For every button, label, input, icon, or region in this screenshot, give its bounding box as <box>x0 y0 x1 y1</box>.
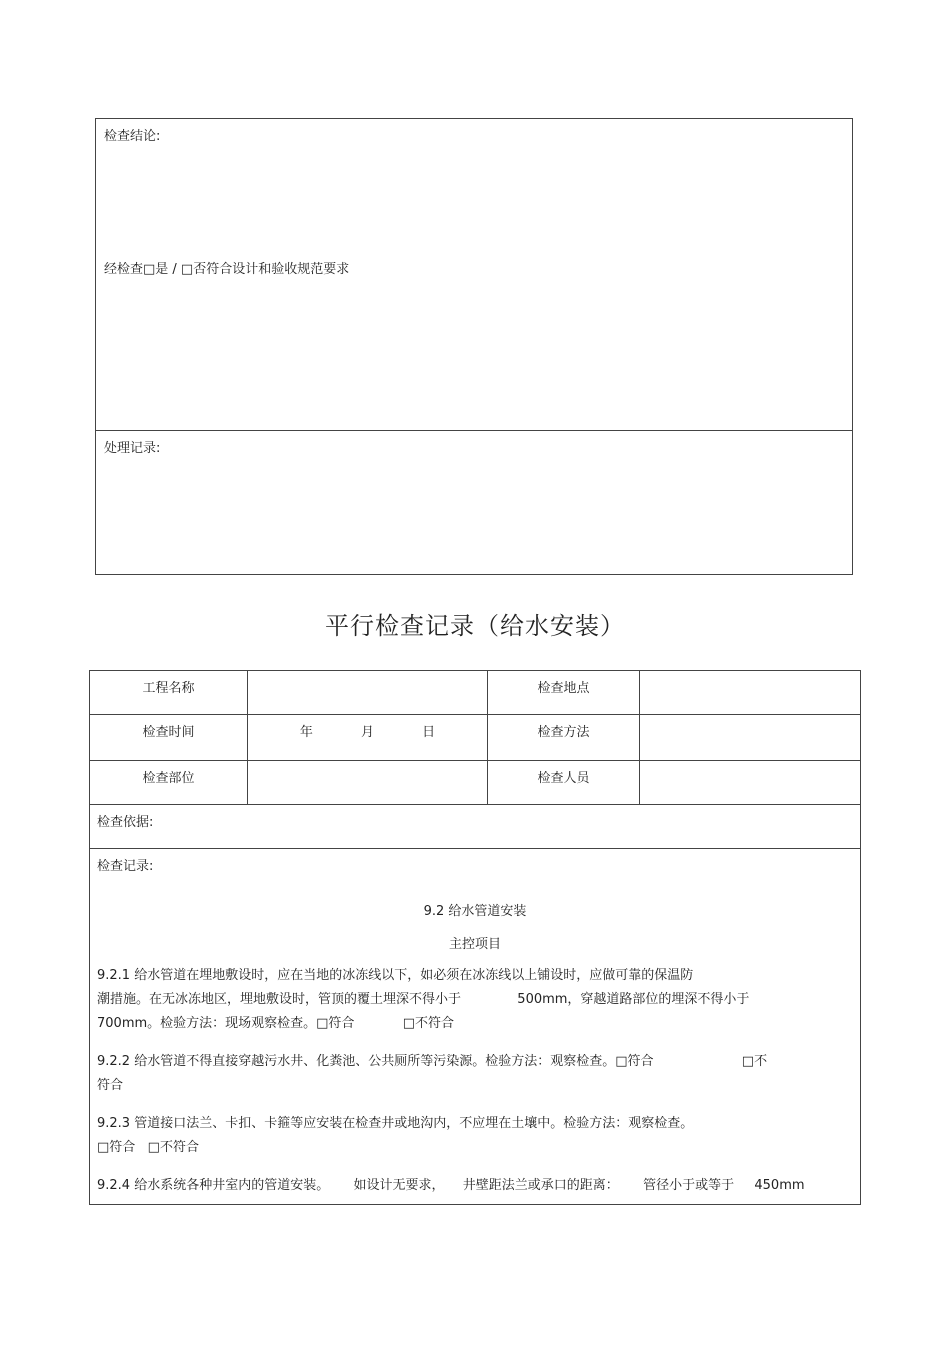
item-9-2-3 <box>97 1112 853 1160</box>
inspector-label: 检查人员 <box>488 761 640 805</box>
time-label: 检查时间 <box>90 715 248 761</box>
conclusion-box <box>95 118 853 575</box>
month-label: 月 <box>360 725 374 740</box>
item-9-2-4-d: 管径小于或等于 <box>643 1178 735 1193</box>
part-label: 检查部位 <box>90 761 248 805</box>
item-9-2-4-b: 如设计无要求， <box>353 1178 445 1193</box>
year-label: 年 <box>299 725 313 740</box>
item-9-2-2-line1 <box>97 1050 853 1074</box>
conclusion-label: 检查结论: <box>104 129 161 144</box>
item-9-2-3-line1: 9.2.3 管道接口法兰、卡扣、卡箍等应安装在检查井或地沟内，不应埋在土壤中。检验方法：观察检查。 <box>97 1116 694 1131</box>
item-9-2-2-line1a: 9.2.2 给水管道不得直接穿越污水井、化粪池、公共厕所等污染源。检验方法：观察检查。□符合 <box>97 1054 654 1069</box>
inspector-value[interactable] <box>640 761 861 805</box>
method-label: 检查方法 <box>488 715 640 761</box>
item-9-2-4-a: 9.2.4 给水系统各种井室内的管道安装。 <box>97 1178 330 1193</box>
subsection-title: 主控项目 <box>448 937 501 952</box>
conclusion-text: 经检查□是 / □否符合设计和验收规范要求 <box>104 262 350 277</box>
location-value[interactable] <box>640 671 861 715</box>
record-label: 检查记录: <box>97 859 154 874</box>
item-9-2-1-line1: 9.2.1 给水管道在埋地敷设时，应在当地的冰冻线以下，如必须在冰冻线以上铺设时，应做可靠的保温防 <box>97 968 694 983</box>
method-value[interactable] <box>640 715 861 761</box>
item-9-2-1-line3 <box>97 1012 853 1036</box>
box-divider <box>96 430 852 431</box>
time-value[interactable] <box>248 715 488 761</box>
part-value[interactable] <box>248 761 488 805</box>
section-title: 9.2 给水管道安装 <box>423 904 527 919</box>
item-9-2-4-line1 <box>97 1174 853 1198</box>
item-9-2-4-e: 450mm <box>754 1178 805 1193</box>
item-9-2-4 <box>97 1174 853 1198</box>
item-9-2-1-line2b: 500mm，穿越道路部位的埋深不得小于 <box>517 992 750 1007</box>
handling-label: 处理记录: <box>104 441 161 456</box>
project-name-value[interactable] <box>248 671 488 715</box>
item-9-2-1 <box>97 964 853 1036</box>
item-9-2-1-line2 <box>97 988 853 1012</box>
page-title: 平行检查记录（给水安装） <box>325 612 625 640</box>
basis-cell <box>90 805 861 849</box>
item-9-2-1-line3a: 700mm。检验方法：现场观察检查。□符合 <box>97 1016 355 1031</box>
item-9-2-1-line2a: 潮措施。在无冰冻地区，埋地敷设时，管顶的覆土埋深不得小于 <box>97 992 462 1007</box>
item-9-2-2 <box>97 1050 853 1098</box>
item-9-2-4-c: 井壁距法兰或承口的距离： <box>462 1178 619 1193</box>
item-9-2-3-line2: □符合 □不符合 <box>97 1140 199 1155</box>
record-cell <box>90 849 861 1205</box>
location-label: 检查地点 <box>488 671 640 715</box>
inspection-table <box>89 670 861 1205</box>
item-9-2-2-line2: 符合 <box>97 1078 124 1093</box>
project-name-label: 工程名称 <box>90 671 248 715</box>
basis-label: 检查依据: <box>97 815 154 830</box>
item-9-2-1-line3b: □不符合 <box>402 1016 455 1031</box>
item-9-2-2-line1b: □不 <box>741 1054 768 1069</box>
day-label: 日 <box>422 725 436 740</box>
